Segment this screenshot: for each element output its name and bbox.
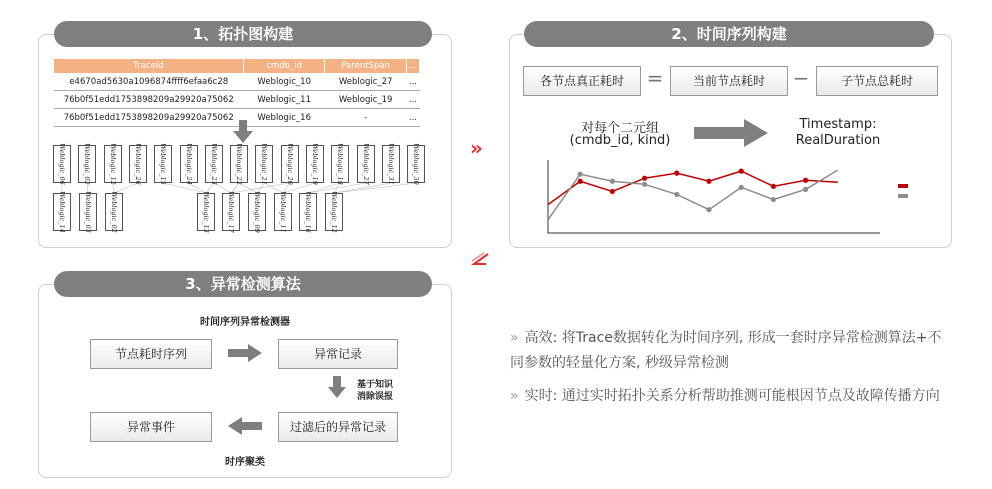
topology-node-label: Weblogic_06 [58,143,66,185]
col-cmdb-id: cmdb_id [243,59,324,73]
topology-node [255,145,273,183]
topology-node [281,145,299,183]
real-duration-box: 各节点真正耗时 [523,66,641,96]
tuple-label-line1: 对每个二元组 [580,121,659,136]
topology-node [154,145,172,183]
series-point [578,172,583,177]
topology-node [129,145,147,183]
anomaly-event-box: 异常事件 [90,412,212,442]
topology-node [105,193,123,231]
series-point [610,179,615,184]
chart-axes [548,160,880,233]
topology-node-label: Weblogic_15 [159,143,168,185]
topology-node-label: Weblogic_17 [227,191,235,233]
topology-node [104,145,122,183]
topology-node-label: Weblogic_27 [361,143,370,185]
knowledge-line2: 消除误报 [356,392,393,402]
cell-traceid: e4670ad5630a1096874ffff6efaa6c28 [54,73,243,91]
series-to-record-arrow [228,344,262,362]
topology-node-label: Weblogic_23 [209,143,218,185]
clustering-label: 时序聚类 [225,457,265,468]
timestamp-line2: RealDuration [795,133,881,148]
series-point [674,192,679,197]
topology-node [53,193,71,231]
topology-node-label: Weblogic_16 [304,191,312,233]
topology-node [79,193,97,231]
bullet-mark: » [510,388,519,404]
bullet-realtime-text: 实时: 通过实时拓扑关系分析帮助推测可能根因节点及故障传播方向 [524,388,940,404]
topology-node [382,145,400,183]
detector-subtitle: 时间序列异常检测器 [200,317,290,328]
topology-node-label: Weblogic_12 [330,191,338,233]
topology-node-label: Weblogic_02 [110,191,118,233]
topology-node-label: Weblogic_22 [235,143,244,185]
cell-more: ... [406,109,419,127]
record-down-arrow [328,376,346,398]
timeseries-chart [540,160,880,234]
topology-node-label: Weblogic_21 [260,143,269,185]
topology-node-label: Weblogic_19 [311,143,319,185]
col-parent-span: ParentSpan [325,59,406,73]
knowledge-line1: 基于知识 [356,380,393,390]
cell-traceid: 76b0f51edd1753898209a29920a75062 [54,91,243,109]
node-duration-series-box: 节点耗时序列 [90,339,212,369]
topology-node-label: Weblogic_18 [336,143,345,185]
bullet-realtime [510,384,950,409]
series-point [706,207,711,212]
cell-traceid: 76b0f51edd1753898209a29920a75062 [54,109,243,127]
topology-node [407,145,425,183]
bullet-efficient-text: 高效: 将Trace数据转化为时间序列, 形成一套时序异常检测算法+不同参数的轻量化方案, 秒级异常检测 [510,330,942,371]
topology-node-label: Weblogic_14 [58,191,66,233]
series-point [803,187,808,192]
topology-node [357,145,375,183]
cell-parent-span: Weblogic_19 [325,91,406,109]
legend-red-mark [898,184,908,188]
filtered-record-box: 过滤后的异常记录 [278,412,398,442]
topology-node [248,193,266,231]
series-point [803,178,808,183]
series-point [739,169,744,174]
topology-node-label: Weblogic_13 [202,191,210,233]
topology-node-label: Weblogic_02 [83,143,92,185]
filtered-to-event-arrow [228,417,262,435]
series-point [706,179,711,184]
topology-node [299,193,317,231]
current-duration-box: 当前节点耗时 [670,66,788,96]
series-point [610,189,615,194]
series-point [642,176,647,181]
topology-node [331,145,349,183]
topology-node-label: Weblogic_30 [412,143,421,185]
topology-node [53,145,71,183]
topology-node [78,145,96,183]
topology-node-label: Weblogic_11 [279,191,287,233]
series-point [578,179,583,184]
topology-node [222,193,240,231]
tuple-label-line2: (cmdb_id, kind) [569,133,671,148]
child-duration-box: 子节点总耗时 [816,66,938,96]
equals-sign: = [646,66,664,90]
series-point [771,184,776,189]
cell-cmdb-id: Weblogic_11 [243,91,324,109]
tuple-arrow [694,119,768,147]
topology-edge [334,183,416,193]
topology-node-label: Weblogic_20 [285,143,294,185]
anomaly-title: 3、异常检测算法 [54,271,432,297]
topology-node [325,193,343,231]
bullet-mark: » [510,330,519,346]
topology-node-label: Weblogic_24 [184,143,193,185]
topology-node-label: Weblogic_26 [133,143,142,185]
cell-more: ... [406,91,419,109]
topology-node [180,145,198,183]
topology-node [274,193,292,231]
topology-node-label: Weblogic_09 [253,191,261,233]
cell-parent-span: - [325,109,406,127]
timeseries-title: 2、时间序列构建 [524,21,934,47]
col-more: ... [406,59,419,73]
topology-title: 1、拓扑图构建 [54,21,432,47]
series-point [642,182,647,187]
series-point [739,185,744,190]
topology-node [306,145,324,183]
topology-node [205,145,223,183]
bullet-efficient [510,326,950,376]
topology-node-label: Weblogic_12 [108,143,117,185]
col-traceid: TraceId [54,59,243,73]
cell-parent-span: Weblogic_27 [325,73,406,91]
topology-node [197,193,215,231]
topology-node [230,145,248,183]
anomaly-record-box: 异常记录 [278,339,398,369]
cell-more: ... [406,73,419,91]
topology-node-label: Weblogic_03 [84,191,92,233]
cell-cmdb-id: Weblogic_16 [243,109,324,127]
legend-gray-mark [898,194,908,198]
topology-node-label: Weblogic_31 [386,143,395,185]
minus-sign: − [792,66,810,90]
series-point [771,197,776,202]
timestamp-line1: Timestamp: [799,117,877,132]
cell-cmdb-id: Weblogic_10 [243,73,324,91]
right-arrow-icon: » [470,136,483,160]
down-left-arrow-icon [470,252,490,268]
series-point [674,171,679,176]
